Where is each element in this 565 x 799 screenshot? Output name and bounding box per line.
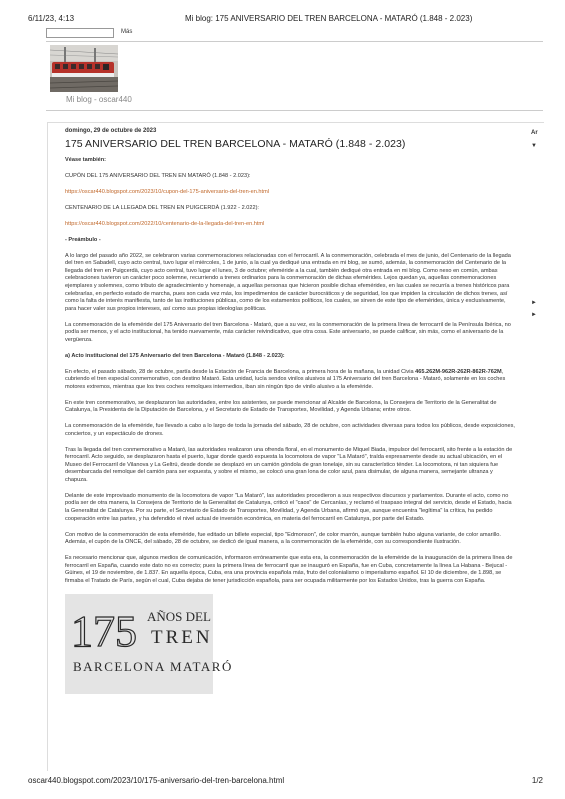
archive-expand-icon[interactable]: ▼: [531, 143, 537, 149]
unit-number: 465.262M-962R-262R-862R-762M: [415, 368, 502, 375]
train-photo-icon: [50, 45, 118, 92]
anniversary-logo: [65, 594, 233, 694]
blog-name[interactable]: Mi blog - oscar440: [66, 95, 132, 104]
reference-label: CENTENARIO DE LA LLEGADA DEL TREN EN PUIGCERDÀ (1.922 - 2.022):: [65, 204, 259, 211]
post-paragraph: La conmemoración de la efeméride del 175 Aniversario del tren Barcelona - Mataró, que a su vez, es la conmemoración de la primera línea de ferrocarril de la Península Ibérica, no podía ser menos, y el acto institucional, ha tenido nuevamente, más carácter reivindicativo, que otra cosa. Este aniversario, se puede calificar, sin más, como el aniversario de la vergüenza.: [65, 321, 511, 343]
search-input[interactable]: [46, 28, 114, 38]
print-datetime: 6/11/23, 4:13: [28, 14, 75, 23]
post-title[interactable]: 175 ANIVERSARIO DEL TREN BARCELONA - MATARÓ (1.848 - 2.023): [65, 137, 406, 150]
blog-banner-image[interactable]: [50, 45, 118, 92]
logo-line1: AÑOS DEL: [147, 608, 211, 624]
post-date: domingo, 29 de octubre de 2023: [65, 128, 157, 134]
post-paragraph: En este tren conmemorativo, se desplazaron las autoridades, entre los asistentes, se puede mencionar al Alcalde de Barcelona, la Consejera de Territorio de la Generalitat de Catalunya, la Presidenta de la Diputación de Barcelona, y el Secretario de Estado de Transportes, Movilidad, y Agenda Urbana; entre otros.: [65, 399, 497, 414]
logo-line2: TREN: [151, 626, 213, 648]
section-heading: a) Acto institucional del 175 Aniversario del tren Barcelona - Mataró (1.848 - 2.023):: [65, 352, 285, 359]
anniversary-logo-image[interactable]: [65, 594, 233, 694]
more-link[interactable]: Más: [121, 29, 133, 35]
reference-link[interactable]: https://oscar440.blogspot.com/2022/10/centenario-de-la-llegada-del-tren-en.html: [65, 220, 265, 227]
sidebar-archive-heading: Ar: [531, 130, 538, 136]
post-paragraph: A lo largo del pasado año 2022, se celebraron varias conmemoraciones relacionadas con el ferrocarril. A la conmemoración, celebrada el mes de junio, del Centenario de la llegada del tren en Sabadell, cuyo acto central, tuvo lugar el miércoles, 1 de junio, a la cual ya dediqué una entrada en mi blog, se sumó, además, la conmemoración del Centenario de la llegada del tren en Puigcerdà, cuyo acto central, tuvo lugar el lunes, 3 de octubre; efeméride a la cual, también dediqué otra entrada en mi blog. Como nexo en común, ambas celebraciones tuvieron un carácter poco solemne, recurriendo a trenes ordinarios para la conmemoración de dichas efemérides. Lejos quedan ya, aquellas conmemoraciones ejemplares y solemnes, como tributo de agradecimiento y homenaje, a aquellas personas que hicieron posible dichas efemérides, en las cuales se recurría a trenes históricos para celebrarlas, en perfecto estado de marcha, pues son cada vez más, los impedimentos de carácter burocráticos y de seguridad, los que impiden la circulación de dichos trenes, así como la falta de interés manifiesta, tanto de las instituciones públicas, como de los estamentos políticos, los cuales, se sirven de este tipo de efemérides, única y exclusivamente, para hacer valer sus propios intereses, así como sus propias ideologías políticas.: [65, 252, 511, 312]
blog-post: [65, 128, 517, 694]
print-page-number: 1/2: [531, 776, 543, 785]
navbar-divider: [46, 41, 543, 42]
header-divider: [46, 110, 543, 111]
print-url: oscar440.blogspot.com/2023/10/175-aniversario-del-tren-barcelona.html: [28, 776, 285, 785]
reference-label: CUPÓN DEL 175 ANIVERSARIO DEL TREN EN MATARÓ (1.848 - 2.023):: [65, 173, 251, 180]
logo-line3: BARCELONA MATARÓ: [73, 658, 233, 674]
post-paragraph: Es necesario mencionar que, algunos medios de comunicación, informaron erróneamente que esta era, la conmemoración de la efeméride de la inauguración de la primera línea de ferrocarril en España, cuando este dato no es correcto; pues la primera línea de ferrocarril que se inauguró en España, fue en Cuba, concretamente la línea La Habana - Bejucal - Güines, el 19 de noviembre, de 1.837. En aquella época, Cuba, era una provincia española más, fruto del colonialismo o imperialismo español. El 10 de diciembre, de 1.898, se firmaba el Tratado de París, según el cual, Cuba dejaba de tener jurisdicción española, para ser ocupada militarmente por los Estados Unidos, tras la guerra con España.: [65, 555, 513, 584]
post-paragraph: En efecto, el pasado sábado, 28 de octubre, partía desde la Estación de Francia de Barcelona, a primera hora de la mañana, la unidad Civia 465.262M-962R-262R-862R-762M, cubriendo el tren especial conmemorativo, con destino Mataró. Esta unidad, lucía sendos vinilos alusivos al 175 Aniversario del tren Barcelona - Mataró, solamente en los coches motores extremos, mientras que los tres coches remolques intermedios, iban sin ningún tipo de vinilo alusivo a la efeméride.: [65, 368, 506, 390]
archive-collapse-icon[interactable]: ►: [531, 312, 537, 318]
print-page-title: Mi blog: 175 ANIVERSARIO DEL TREN BARCELONA - MATARÓ (1.848 - 2.023): [185, 14, 473, 23]
post-paragraph: Tras la llegada del tren conmemorativo a Mataró, las autoridades realizaron una ofrenda floral, en el monumento de Miquel Biada, impulsor del ferrocarril, sito frente a la estación de ferrocarril. Acto seguido, se desplazaron hasta el puerto, lugar donde quedó expuesta la locomotora de vapor "La Mataró", traída expresamente desde su actual ubicación, en el Museo del Ferrocarril de Vilanova y La Geltrú, desde donde se desplazó en un camión góndola de gran tonelaje, sin su característico ténder. La locomotora, ni tan siquiera fue desembarcada del remolque del camión para ser expuesta, y sobre el mismo, se colocó una gran lona de color azul, para disimular, de alguna manera, semejante ultranza y chapuza.: [65, 446, 513, 483]
post-paragraph: La conmemoración de la efeméride, fue llevado a cabo a lo largo de toda la jornada del sábado, 28 de octubre, con actividades diversas para todos los públicos, desde exposiciones, conciertos, y un espectáculo de drones.: [65, 423, 515, 437]
post-paragraph: Con motivo de la conmemoración de esta efeméride, fue editado un billete especial, tipo "Edmonson", de color marrón, aunque también hubo alguna variante, de color amarillo. Además, el cupón de la ONCE, del sábado, 28 de octubre, se dedicó de igual manera, a la conmemoración de la efeméride, con su correspondiente ilustración.: [65, 531, 501, 546]
preamble-heading: - Preámbulo -: [65, 236, 101, 243]
logo-number: 175: [71, 606, 137, 656]
reference-link[interactable]: https://oscar440.blogspot.com/2023/10/cupon-del-175-aniversario-del-tren-en.html: [65, 188, 269, 195]
see-also-label: Véase también:: [65, 157, 107, 164]
post-paragraph: Delante de este improvisado monumento de la locomotora de vapor "La Mataró", las autoridades procedieron a sus respectivos discursos y parlamentos. Durante el acto, como no podía ser de otra manera, la Consejera de Territorio de la Generalitat de Catalunya, criticó el "caos" de Cercanías, y reclamó el traspaso integral del servicio, desde el Estado, hacia la Generalitat de Catalunya. Por su parte, el Secretario de Estado de Transportes, Movilidad, y Agenda Urbana, afirmó que, aunque encuentra "legítima" la crítica, ha pedido cooperación entre las partes, y ha defendido el nivel actual de inversión económica, en materia del ferrocarril en Catalunya, por parte del Estado.: [65, 492, 512, 522]
archive-collapse-icon[interactable]: ►: [531, 300, 537, 306]
